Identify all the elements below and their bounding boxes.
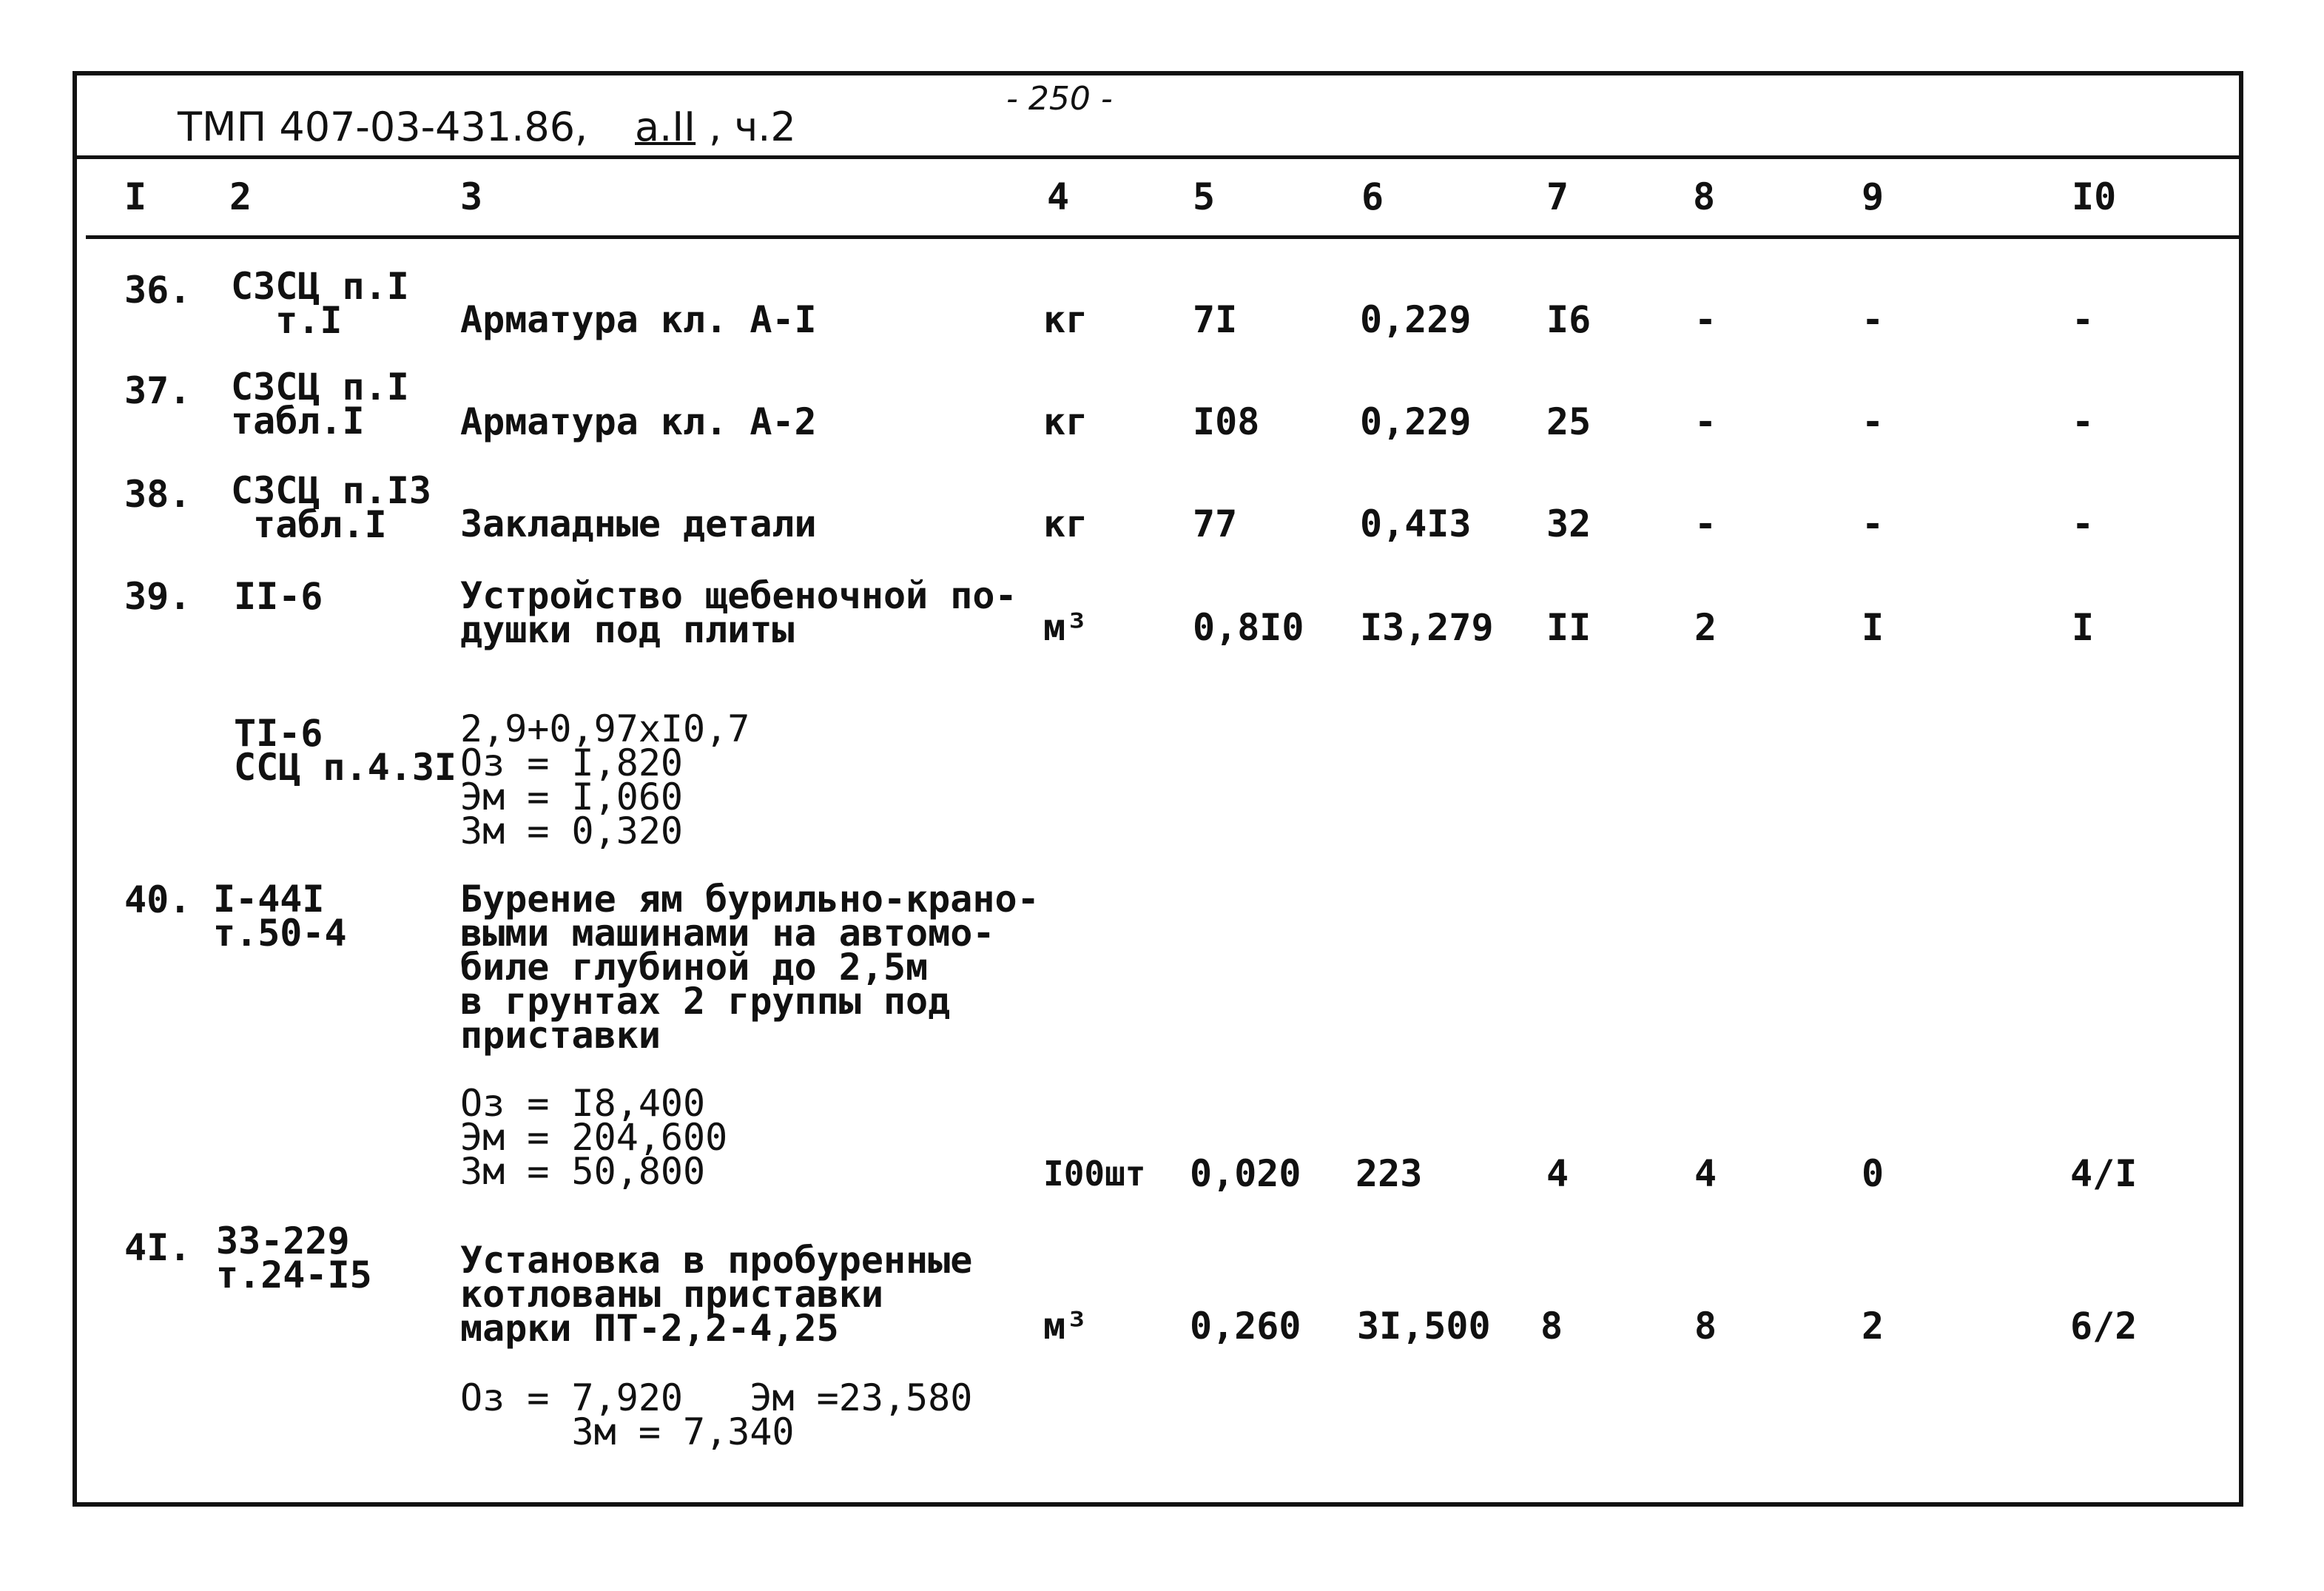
row-41-col6: 3I,500 — [1357, 1305, 1491, 1348]
row-41-col7: 8 — [1540, 1305, 1563, 1348]
row-37-description: Арматура кл. А-2 — [460, 400, 817, 443]
row-36-col8: - — [1694, 298, 1717, 341]
row-37-number: 37. — [124, 369, 192, 412]
row-38-col5: 77 — [1193, 502, 1238, 545]
row-39-sub-reference: ТI-6 ССЦ п.4.3I — [234, 712, 457, 789]
column-header-7: 7 — [1546, 175, 1569, 218]
row-39-col5: 0,8I0 — [1193, 606, 1304, 649]
row-36-col5: 7I — [1193, 298, 1238, 341]
column-header-10: I0 — [2072, 175, 2117, 218]
column-header-5: 5 — [1193, 175, 1216, 218]
row-37-col5: I08 — [1193, 400, 1260, 443]
row-37-col6: 0,229 — [1360, 400, 1472, 443]
row-38-unit: кг — [1043, 502, 1088, 545]
row-39-calculation: 2,9+0,97хI0,7 Оз = I,820 Эм = I,060 Зм = 0,320 — [460, 707, 750, 852]
row-40-col8: 4 — [1694, 1152, 1717, 1195]
row-39-col6: I3,279 — [1360, 606, 1494, 649]
row-37-reference: СЗСЦ п.I табл.I — [231, 366, 409, 443]
row-37-unit: кг — [1043, 400, 1088, 443]
row-39-col8: 2 — [1694, 606, 1717, 649]
row-40-col9: 0 — [1862, 1152, 1885, 1195]
row-37-col10: - — [2072, 400, 2095, 443]
row-40-col10: 4/I — [2070, 1152, 2138, 1195]
row-36-col7: I6 — [1546, 298, 1592, 341]
row-38-description: Закладные детали — [460, 502, 817, 545]
column-header-8: 8 — [1693, 175, 1716, 218]
row-38-reference: СЗСЦ п.I3 табл.I — [231, 469, 431, 546]
row-40-unit: I00шт — [1043, 1154, 1146, 1194]
column-header-3: 3 — [460, 175, 483, 218]
row-40-description: Бурение ям бурильно-крано- выми машинами на автомо- биле глубиной до 2,5м в грунтах 2 группы под приставки — [460, 878, 1040, 1057]
row-38-col8: - — [1694, 502, 1717, 545]
row-36-number: 36. — [124, 269, 192, 312]
row-39-unit: м³ — [1043, 606, 1088, 649]
row-41-col5: 0,260 — [1190, 1305, 1301, 1348]
row-39-number: 39. — [124, 575, 192, 618]
column-header-divider — [86, 235, 2243, 239]
row-38-col10: - — [2072, 502, 2095, 545]
row-38-number: 38. — [124, 473, 192, 516]
row-36-col10: - — [2072, 298, 2095, 341]
row-36-col9: - — [1862, 298, 1885, 341]
document-code: ТМП 407-03-431.86, — [178, 104, 588, 150]
row-41-number: 4I. — [124, 1226, 192, 1269]
row-41-col9: 2 — [1862, 1305, 1885, 1348]
row-39-col9: I — [1862, 606, 1885, 649]
row-40-reference: I-44I т.50-4 — [213, 878, 347, 955]
row-39-description: Устройство щебеночной по- душки под плиты — [460, 574, 1017, 651]
row-40-col6: 223 — [1355, 1152, 1423, 1195]
row-40-calculation: Оз = I8,400 Эм = 204,600 Зм = 50,800 — [460, 1082, 728, 1193]
row-40-number: 40. — [124, 878, 192, 921]
row-41-calculation: Оз = 7,920 Эм =23,580 Зм = 7,340 — [460, 1376, 973, 1453]
row-36-description: Арматура кл. А-I — [460, 298, 817, 341]
header-divider — [73, 155, 2243, 159]
row-38-col9: - — [1862, 502, 1885, 545]
row-41-description: Установка в пробуренные котлованы приставки марки ПТ-2,2-4,25 — [460, 1239, 973, 1350]
row-37-col7: 25 — [1546, 400, 1592, 443]
row-41-reference: 33-229 т.24-I5 — [216, 1220, 372, 1296]
row-38-col7: 32 — [1546, 502, 1592, 545]
column-header-6: 6 — [1361, 175, 1384, 218]
row-39-col10: I — [2072, 606, 2095, 649]
row-37-col8: - — [1694, 400, 1717, 443]
document-sheet: , ч.2 — [709, 104, 796, 150]
row-36-reference: СЗСЦ п.I т.I — [231, 265, 409, 342]
row-37-col9: - — [1862, 400, 1885, 443]
document-part: a.II — [635, 104, 696, 150]
row-41-col10: 6/2 — [2070, 1305, 2138, 1348]
column-header-2: 2 — [229, 175, 252, 218]
row-36-col6: 0,229 — [1360, 298, 1472, 341]
row-40-col7: 4 — [1546, 1152, 1569, 1195]
row-39-reference: II-6 — [234, 575, 323, 618]
row-39-col7: II — [1546, 606, 1592, 649]
row-38-col6: 0,4I3 — [1360, 502, 1472, 545]
row-36-unit: кг — [1043, 298, 1088, 341]
row-41-col8: 8 — [1694, 1305, 1717, 1348]
column-header-9: 9 — [1862, 175, 1885, 218]
row-40-col5: 0,020 — [1190, 1152, 1301, 1195]
page-number: - 250 - — [1006, 80, 1113, 118]
column-header-4: 4 — [1047, 175, 1070, 218]
row-41-unit: м³ — [1043, 1305, 1088, 1348]
column-header-1: I — [124, 175, 147, 218]
